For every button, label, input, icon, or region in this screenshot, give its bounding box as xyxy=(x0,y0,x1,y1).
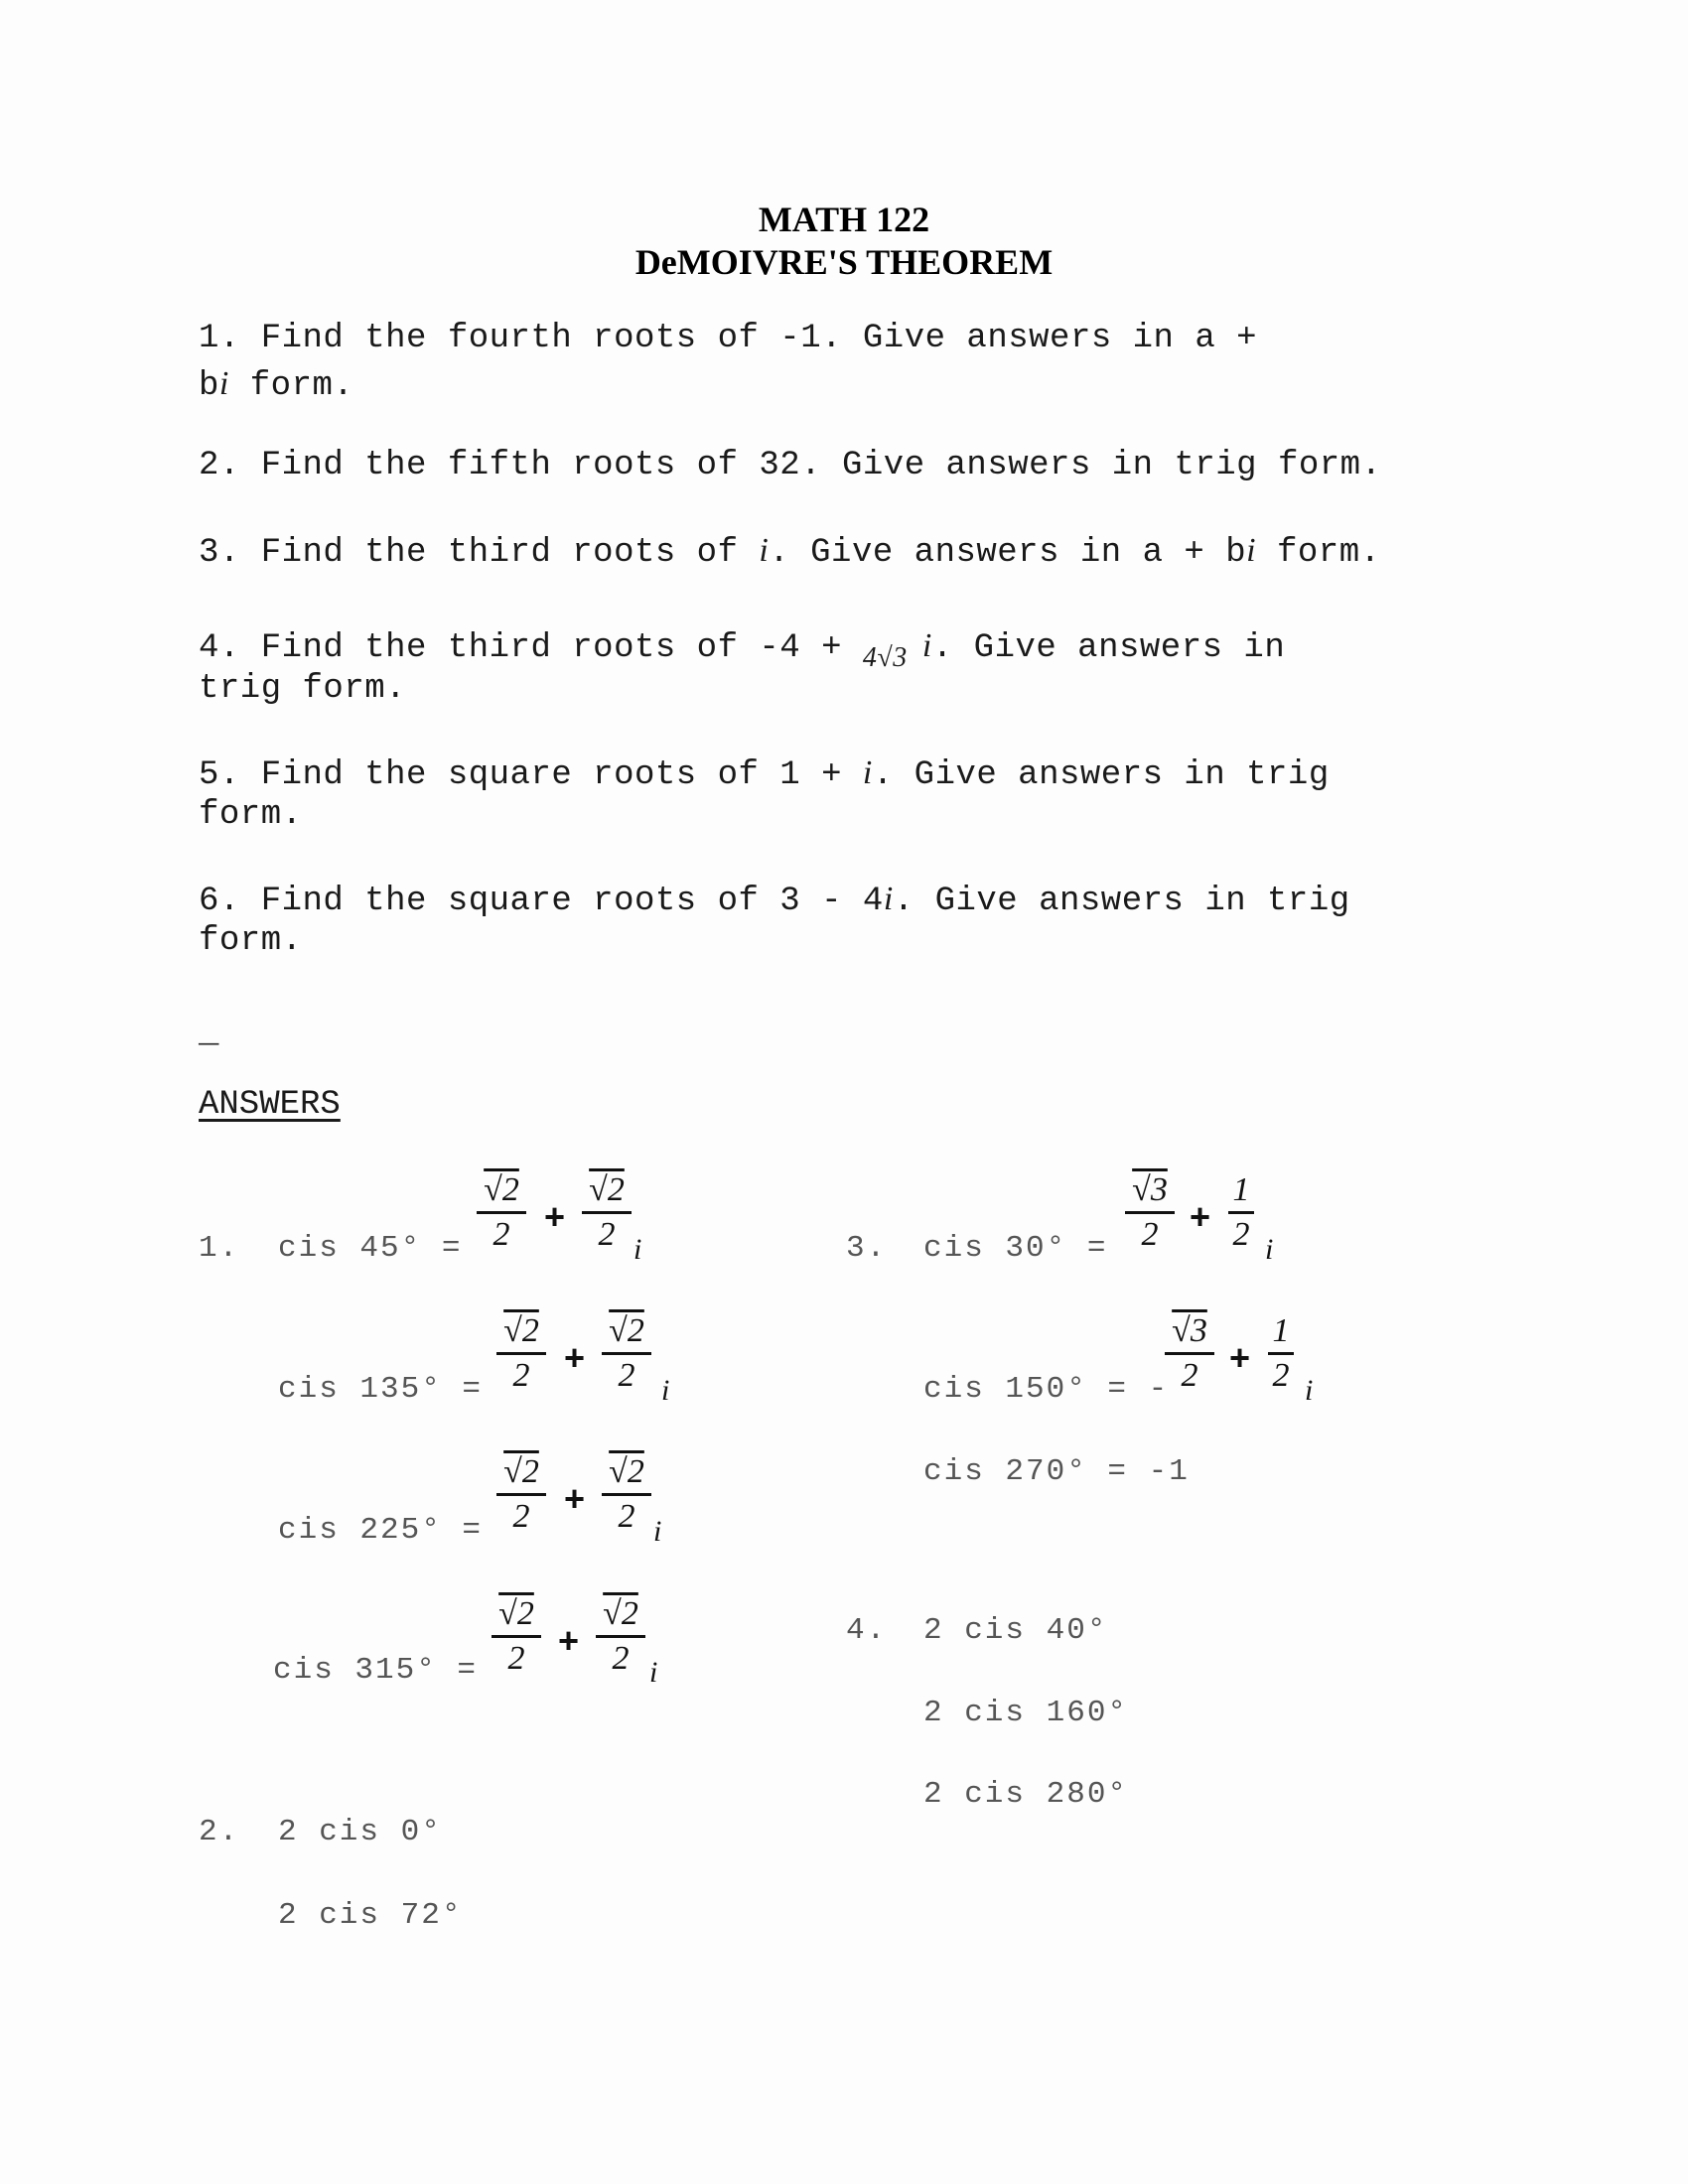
answer-3-row-1-lhs: cis 30° = xyxy=(923,1231,1108,1266)
plus-operator: + xyxy=(564,1478,586,1519)
topic-title: DeMOIVRE'S THEOREM xyxy=(634,242,1054,282)
fraction-bar xyxy=(1125,1211,1175,1214)
fraction xyxy=(582,1171,632,1254)
text: 6. Find the square roots of 3 - 4 xyxy=(199,883,884,920)
fraction xyxy=(1228,1171,1254,1254)
answer-4-number: 4. xyxy=(846,1613,888,1648)
fraction xyxy=(1268,1312,1294,1395)
fraction xyxy=(496,1453,546,1536)
imaginary-unit: i xyxy=(653,1515,662,1548)
imaginary-unit: i xyxy=(1305,1374,1314,1407)
question-4-line1 xyxy=(199,627,1286,673)
answers-heading: ANSWERS xyxy=(199,1086,341,1124)
fraction-bar xyxy=(492,1635,541,1638)
imaginary-unit: i xyxy=(883,881,894,917)
denominator: 2 xyxy=(492,1216,510,1253)
text: . Give answers in xyxy=(931,629,1286,667)
answer-4-row-3: 2 cis 280° xyxy=(923,1777,1129,1812)
numerator: √2 xyxy=(609,1453,644,1490)
numerator: 1 xyxy=(1232,1171,1250,1208)
fraction-bar xyxy=(477,1211,526,1214)
coefficient-four-root-three: 4√3 xyxy=(862,642,908,673)
imaginary-unit: i xyxy=(661,1374,670,1407)
imaginary-unit: i xyxy=(218,365,229,402)
fraction-bar xyxy=(582,1211,632,1214)
denominator: 2 xyxy=(1272,1357,1290,1394)
fraction xyxy=(1125,1171,1175,1254)
numerator: √3 xyxy=(1172,1312,1207,1349)
numerator: √3 xyxy=(1132,1171,1168,1208)
fraction-bar xyxy=(1228,1211,1254,1214)
answer-1-row-1-lhs: cis 45° = xyxy=(278,1231,463,1266)
denominator: 2 xyxy=(1232,1216,1250,1253)
text: 3. Find the third roots of xyxy=(199,534,760,572)
plus-operator: + xyxy=(558,1620,580,1661)
denominator: 2 xyxy=(618,1498,635,1535)
fraction-bar xyxy=(602,1493,651,1496)
answer-2-row-2: 2 cis 72° xyxy=(278,1898,463,1933)
answer-2-number: 2. xyxy=(199,1815,240,1849)
answer-1-row-2-lhs: cis 135° = xyxy=(278,1372,484,1407)
answer-1-number: 1. xyxy=(199,1231,240,1266)
denominator: 2 xyxy=(507,1640,525,1677)
answer-3-row-2-lhs: cis 150° = - xyxy=(923,1372,1170,1407)
text: b xyxy=(199,367,219,405)
fraction xyxy=(492,1595,541,1678)
fraction-bar xyxy=(602,1352,651,1355)
text: 4. Find the third roots of -4 + xyxy=(199,629,863,667)
plus-operator: + xyxy=(1229,1337,1251,1378)
imaginary-unit: i xyxy=(921,627,932,664)
numerator: √2 xyxy=(484,1171,519,1208)
numerator: √2 xyxy=(609,1312,644,1349)
fraction xyxy=(596,1595,645,1678)
question-5-line2: form. xyxy=(199,796,303,834)
numerator: √2 xyxy=(503,1312,539,1349)
question-6-line2: form. xyxy=(199,922,303,960)
fraction-bar xyxy=(1165,1352,1214,1355)
plus-operator: + xyxy=(564,1337,586,1378)
answer-1-row-3-lhs: cis 225° = xyxy=(278,1513,484,1548)
question-3 xyxy=(199,532,1381,572)
imaginary-unit: i xyxy=(633,1233,642,1266)
answer-3-row-3: cis 270° = -1 xyxy=(923,1454,1190,1489)
course-title: MATH 122 xyxy=(758,200,930,239)
imaginary-unit: i xyxy=(1265,1233,1274,1266)
answer-1-row-4-lhs: cis 315° = xyxy=(273,1653,479,1688)
question-5-line1 xyxy=(199,754,1330,794)
fraction xyxy=(496,1312,546,1395)
fraction xyxy=(477,1171,526,1254)
question-1-line1: 1. Find the fourth roots of -1. Give answers in a + xyxy=(199,320,1258,357)
fraction-bar xyxy=(596,1635,645,1638)
imaginary-unit: i xyxy=(862,754,873,791)
fraction-bar xyxy=(496,1352,546,1355)
text: . Give answers in a + b xyxy=(769,534,1247,572)
answer-3-number: 3. xyxy=(846,1231,888,1266)
numerator: √2 xyxy=(589,1171,625,1208)
imaginary-unit: i xyxy=(649,1656,658,1689)
numerator: √2 xyxy=(498,1595,534,1632)
imaginary-unit: i xyxy=(759,532,770,569)
question-2: 2. Find the fifth roots of 32. Give answers in trig form. xyxy=(199,447,1382,484)
denominator: 2 xyxy=(1141,1216,1159,1253)
text: form. xyxy=(1256,534,1381,572)
numerator: √2 xyxy=(503,1453,539,1490)
denominator: 2 xyxy=(1181,1357,1198,1394)
text: . Give answers in trig xyxy=(893,883,1350,920)
question-1-line2 xyxy=(199,365,353,405)
text: form. xyxy=(228,367,354,405)
denominator: 2 xyxy=(612,1640,630,1677)
answer-4-row-2: 2 cis 160° xyxy=(923,1696,1129,1730)
fraction xyxy=(602,1453,651,1536)
numerator: √2 xyxy=(603,1595,638,1632)
plus-operator: + xyxy=(544,1196,566,1237)
fraction xyxy=(602,1312,651,1395)
denominator: 2 xyxy=(598,1216,616,1253)
denominator: 2 xyxy=(618,1357,635,1394)
text: . Give answers in trig xyxy=(872,756,1330,794)
answer-2-row-1: 2 cis 0° xyxy=(278,1815,442,1849)
text: 5. Find the square roots of 1 + xyxy=(199,756,863,794)
numerator: 1 xyxy=(1272,1312,1290,1349)
plus-operator: + xyxy=(1190,1196,1211,1237)
imaginary-unit: i xyxy=(1246,532,1257,569)
question-6-line1 xyxy=(199,881,1350,920)
denominator: 2 xyxy=(512,1498,530,1535)
denominator: 2 xyxy=(512,1357,530,1394)
fraction-bar xyxy=(496,1493,546,1496)
answer-4-row-1: 2 cis 40° xyxy=(923,1613,1108,1648)
question-4-line2: trig form. xyxy=(199,670,407,708)
fraction-bar xyxy=(1268,1352,1294,1355)
fraction xyxy=(1165,1312,1214,1395)
separator-mark: _ xyxy=(199,1015,219,1052)
